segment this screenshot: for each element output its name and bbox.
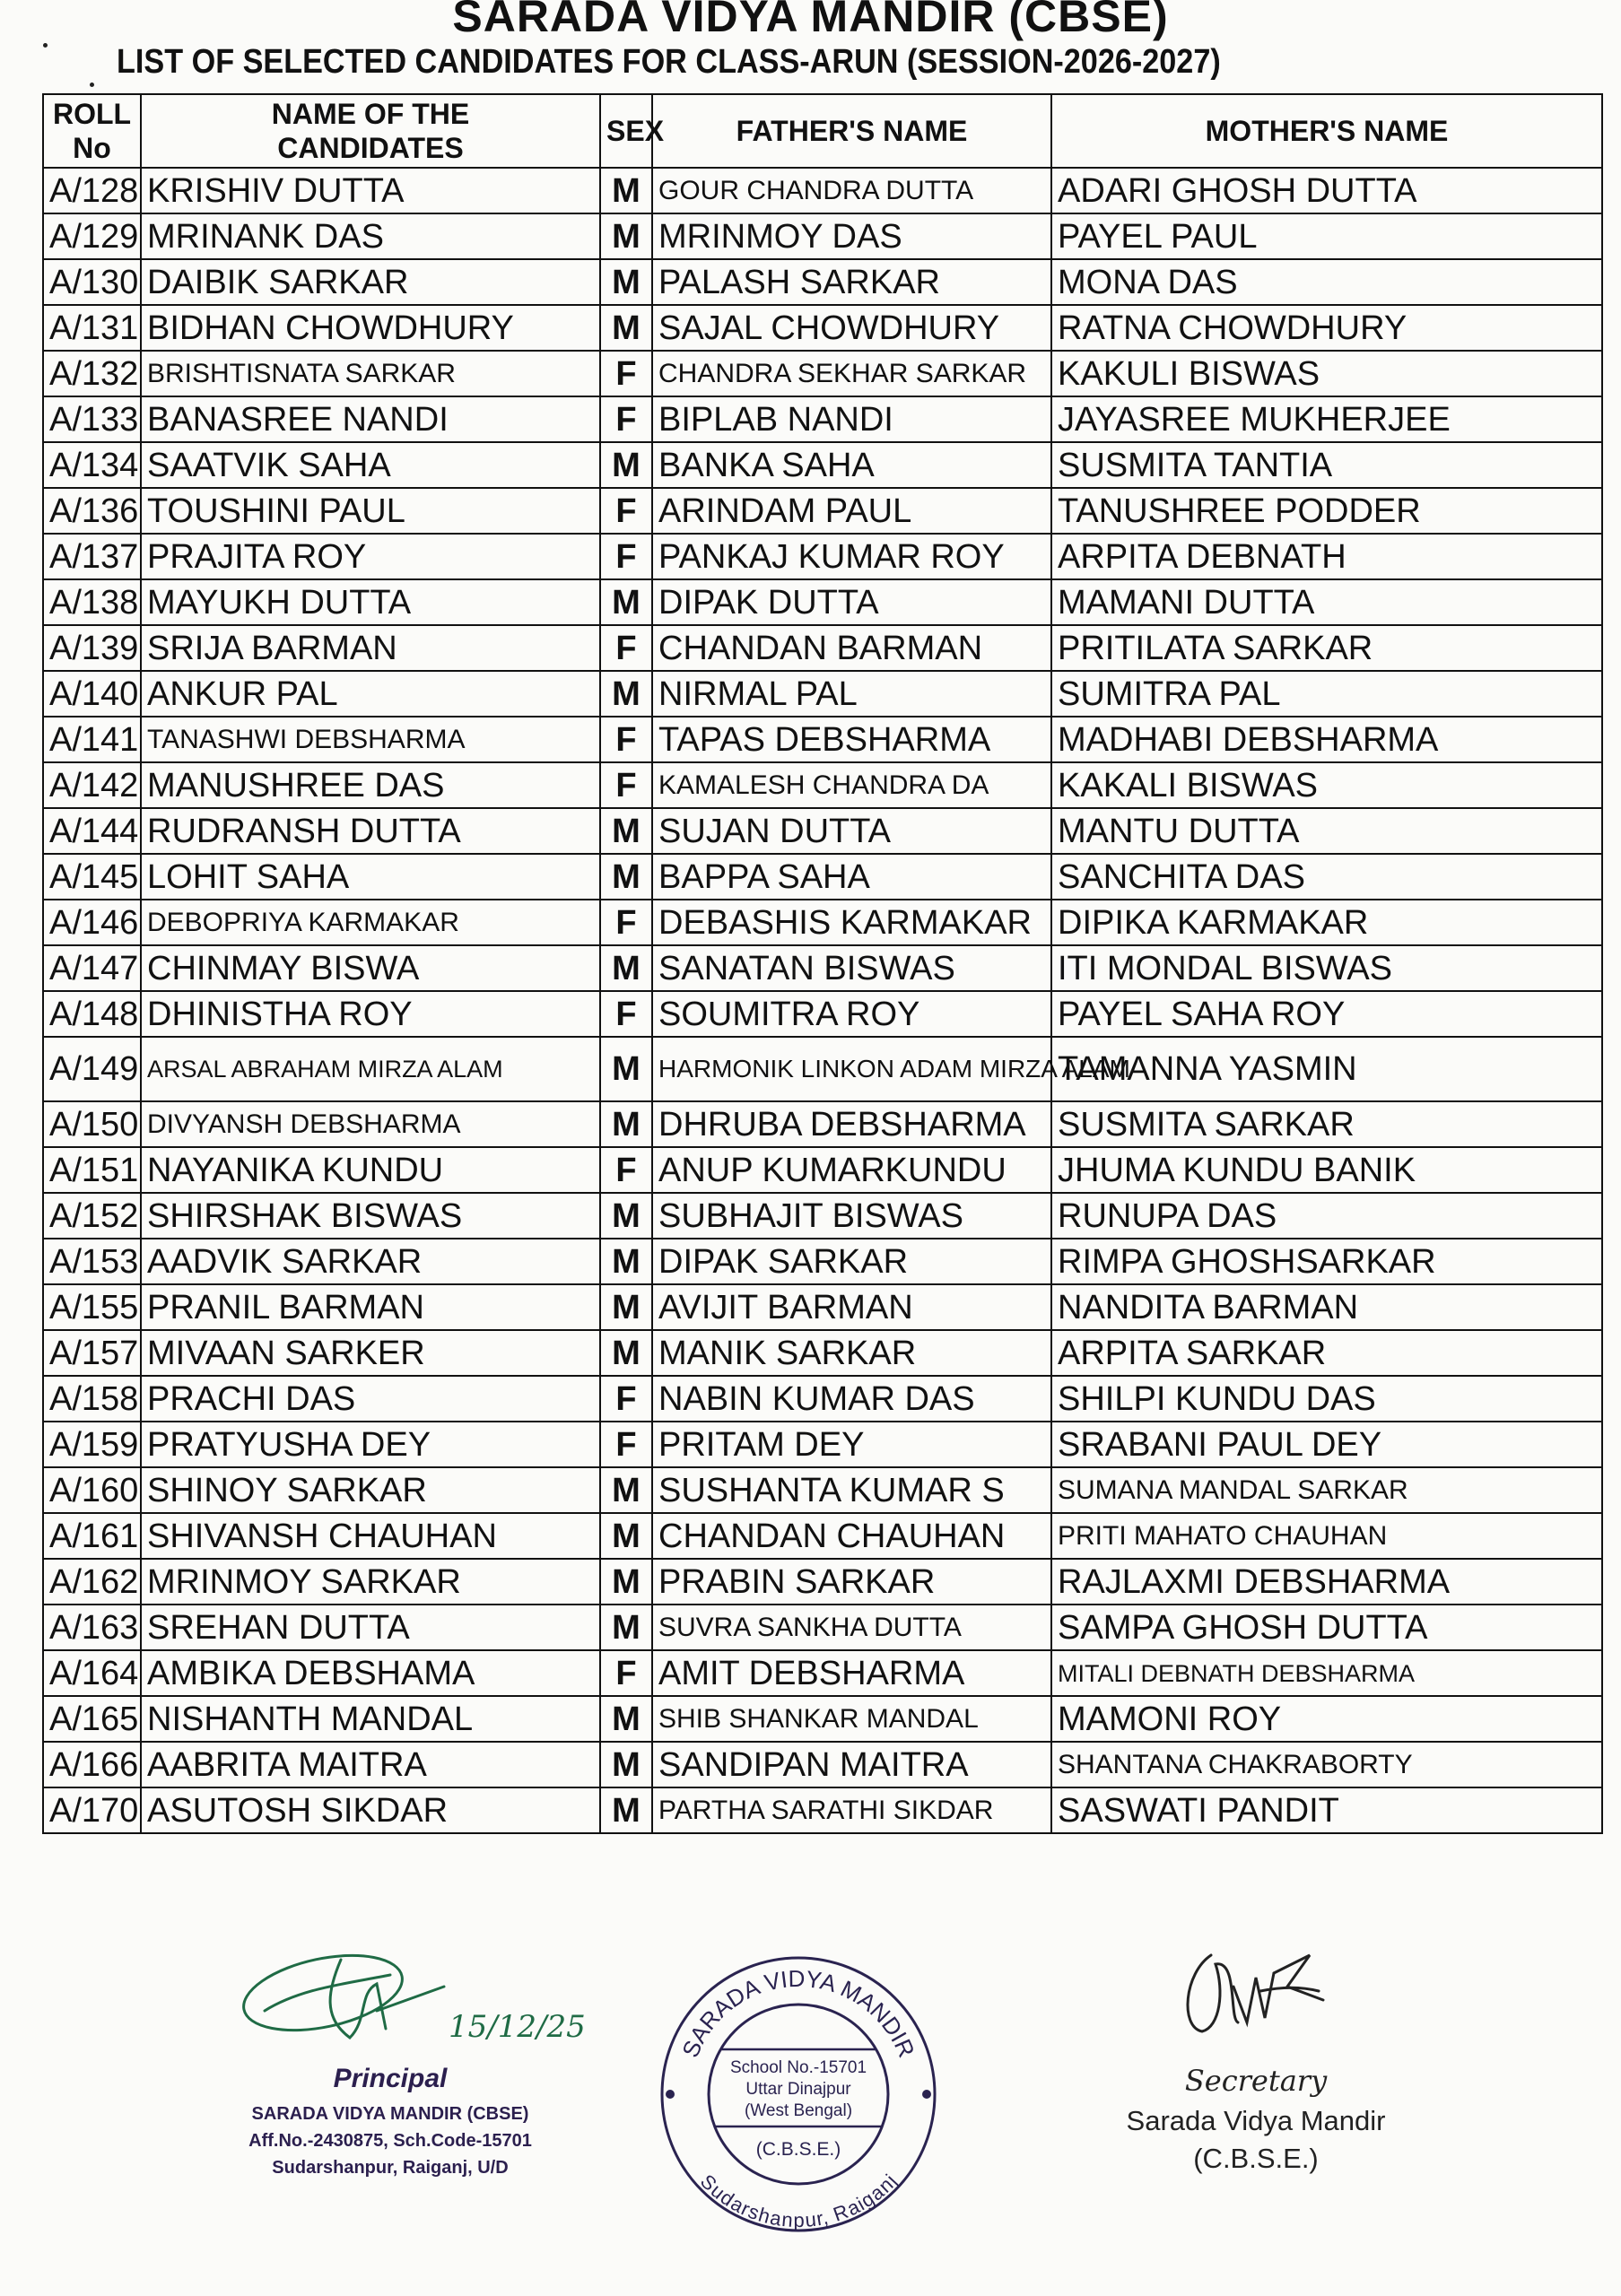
cell-candidate-name: SRIJA BARMAN [141, 625, 600, 671]
cell-mother-name: SAMPA GHOSH DUTTA [1051, 1605, 1602, 1650]
cell-roll-no: A/134 [43, 442, 141, 488]
table-row [43, 1422, 1602, 1467]
table-row [43, 442, 1602, 488]
cell-sex: M [600, 1696, 652, 1742]
cell-roll-no: A/141 [43, 717, 141, 762]
cell-father-name: SUVRA SANKHA DUTTA [652, 1605, 1051, 1650]
cell-father-name: ANUP KUMARKUNDU [652, 1147, 1051, 1193]
scan-speck [90, 83, 94, 87]
cell-father-name: KAMALESH CHANDRA DA [652, 762, 1051, 808]
cell-mother-name: MAMONI ROY [1051, 1696, 1602, 1742]
cell-father-name: DIPAK DUTTA [652, 579, 1051, 625]
cell-mother-name: MADHABI DEBSHARMA [1051, 717, 1602, 762]
principal-signature-icon [233, 1937, 449, 2054]
cell-sex: F [600, 900, 652, 945]
stamp-school-no: School No.-15701 [729, 2058, 867, 2077]
cell-mother-name: JHUMA KUNDU BANIK [1051, 1147, 1602, 1193]
cell-sex: M [600, 1605, 652, 1650]
cell-roll-no: A/162 [43, 1559, 141, 1605]
cell-sex: F [600, 534, 652, 579]
cell-sex: F [600, 351, 652, 396]
cell-roll-no: A/140 [43, 671, 141, 717]
cell-roll-no: A/166 [43, 1742, 141, 1787]
cell-mother-name: RIMPA GHOSHSARKAR [1051, 1239, 1602, 1284]
table-row [43, 1037, 1602, 1101]
cell-mother-name: JAYASREE MUKHERJEE [1051, 396, 1602, 442]
cell-mother-name: ARPITA SARKAR [1051, 1330, 1602, 1376]
cell-father-name: CHANDAN BARMAN [652, 625, 1051, 671]
school-seal-stamp [655, 1951, 942, 2238]
cell-roll-no: A/152 [43, 1193, 141, 1239]
cell-candidate-name: MRINMOY SARKAR [141, 1559, 600, 1605]
cell-candidate-name: DEBOPRIYA KARMAKAR [141, 900, 600, 945]
cell-sex: M [600, 168, 652, 213]
cell-father-name: GOUR CHANDRA DUTTA [652, 168, 1051, 213]
cell-sex: M [600, 1787, 652, 1833]
cell-father-name: TAPAS DEBSHARMA [652, 717, 1051, 762]
scan-speck [43, 43, 48, 48]
cell-mother-name: SANCHITA DAS [1051, 854, 1602, 900]
table-row [43, 488, 1602, 534]
cell-sex: F [600, 1650, 652, 1696]
cell-candidate-name: ASUTOSH SIKDAR [141, 1787, 600, 1833]
cell-mother-name: SHANTANA CHAKRABORTY [1051, 1742, 1602, 1787]
cell-mother-name: PRITILATA SARKAR [1051, 625, 1602, 671]
cell-roll-no: A/137 [43, 534, 141, 579]
table-row [43, 1696, 1602, 1742]
cell-candidate-name: BIDHAN CHOWDHURY [141, 305, 600, 351]
selected-candidates-table [42, 93, 1603, 1834]
cell-mother-name: ITI MONDAL BISWAS [1051, 945, 1602, 991]
cell-mother-name: SUMANA MANDAL SARKAR [1051, 1467, 1602, 1513]
table-row [43, 854, 1602, 900]
cell-mother-name: ADARI GHOSH DUTTA [1051, 168, 1602, 213]
cell-father-name: MRINMOY DAS [652, 213, 1051, 259]
stamp-state: (West Bengal) [744, 2101, 853, 2120]
cell-mother-name: MAMANI DUTTA [1051, 579, 1602, 625]
cell-candidate-name: SHINOY SARKAR [141, 1467, 600, 1513]
cell-sex: M [600, 259, 652, 305]
cell-candidate-name: DHINISTHA ROY [141, 991, 600, 1037]
secretary-signature-icon [1175, 1937, 1337, 2049]
table-row [43, 808, 1602, 854]
column-header-mother: MOTHER'S NAME [1051, 94, 1602, 168]
cell-candidate-name: PRAJITA ROY [141, 534, 600, 579]
signature-footer [0, 1928, 1621, 2287]
cell-father-name: AMIT DEBSHARMA [652, 1650, 1051, 1696]
principal-signature-block [179, 1937, 601, 2233]
stamp-board: (C.B.S.E.) [755, 2139, 841, 2160]
cell-candidate-name: AABRITA MAITRA [141, 1742, 600, 1787]
cell-roll-no: A/149 [43, 1037, 141, 1101]
secretary-signature-block [1068, 1937, 1444, 2233]
cell-father-name: DHRUBA DEBSHARMA [652, 1101, 1051, 1147]
column-header-father: FATHER'S NAME [652, 94, 1051, 168]
cell-sex: F [600, 488, 652, 534]
svg-text:SARADA VIDYA MANDIR [676, 1965, 920, 2061]
cell-roll-no: A/145 [43, 854, 141, 900]
table-row [43, 259, 1602, 305]
cell-candidate-name: PRANIL BARMAN [141, 1284, 600, 1330]
secretary-school-name: Sarada Vidya Mandir [1126, 2105, 1386, 2136]
table-row [43, 1467, 1602, 1513]
cell-roll-no: A/147 [43, 945, 141, 991]
header-name-line2: CANDIDATES [277, 132, 464, 164]
cell-candidate-name: MRINANK DAS [141, 213, 600, 259]
table-row [43, 762, 1602, 808]
table-row [43, 1193, 1602, 1239]
cell-father-name: HARMONIK LINKON ADAM MIRZA ALAM [652, 1037, 1051, 1101]
cell-father-name: PRITAM DEY [652, 1422, 1051, 1467]
cell-father-name: CHANDRA SEKHAR SARKAR [652, 351, 1051, 396]
cell-father-name: SANDIPAN MAITRA [652, 1742, 1051, 1787]
cell-candidate-name: AADVIK SARKAR [141, 1239, 600, 1284]
cell-mother-name: SUMITRA PAL [1051, 671, 1602, 717]
cell-mother-name: DIPIKA KARMAKAR [1051, 900, 1602, 945]
cell-mother-name: SHILPI KUNDU DAS [1051, 1376, 1602, 1422]
header-roll-line2: No [73, 132, 111, 164]
cell-father-name: CHANDAN CHAUHAN [652, 1513, 1051, 1559]
cell-roll-no: A/160 [43, 1467, 141, 1513]
cell-candidate-name: CHINMAY BISWA [141, 945, 600, 991]
column-header-roll [43, 94, 141, 168]
stamp-district: Uttar Dinajpur [745, 2080, 851, 2099]
cell-sex: F [600, 991, 652, 1037]
cell-mother-name: MANTU DUTTA [1051, 808, 1602, 854]
cell-father-name: SUJAN DUTTA [652, 808, 1051, 854]
cell-sex: M [600, 945, 652, 991]
cell-sex: M [600, 1239, 652, 1284]
cell-sex: M [600, 579, 652, 625]
cell-mother-name: MITALI DEBNATH DEBSHARMA [1051, 1650, 1602, 1696]
cell-father-name: PALASH SARKAR [652, 259, 1051, 305]
cell-candidate-name: DAIBIK SARKAR [141, 259, 600, 305]
cell-sex: M [600, 808, 652, 854]
cell-roll-no: A/130 [43, 259, 141, 305]
cell-candidate-name: SHIRSHAK BISWAS [141, 1193, 600, 1239]
cell-roll-no: A/159 [43, 1422, 141, 1467]
cell-roll-no: A/131 [43, 305, 141, 351]
cell-candidate-name: SREHAN DUTTA [141, 1605, 600, 1650]
cell-sex: F [600, 1147, 652, 1193]
principal-signature-date: 15/12/25 [449, 2009, 586, 2045]
cell-sex: M [600, 305, 652, 351]
stamp-star-icon [666, 2090, 675, 2099]
cell-roll-no: A/138 [43, 579, 141, 625]
cell-sex: M [600, 854, 652, 900]
table-row [43, 1650, 1602, 1696]
cell-roll-no: A/163 [43, 1605, 141, 1650]
cell-mother-name: NANDITA BARMAN [1051, 1284, 1602, 1330]
cell-mother-name: KAKULI BISWAS [1051, 351, 1602, 396]
cell-roll-no: A/161 [43, 1513, 141, 1559]
cell-father-name: NABIN KUMAR DAS [652, 1376, 1051, 1422]
cell-candidate-name: MAYUKH DUTTA [141, 579, 600, 625]
cell-candidate-name: NAYANIKA KUNDU [141, 1147, 600, 1193]
column-header-sex: SEX [600, 94, 652, 168]
cell-candidate-name: DIVYANSH DEBSHARMA [141, 1101, 600, 1147]
table-row [43, 900, 1602, 945]
table-row [43, 351, 1602, 396]
principal-school-name: SARADA VIDYA MANDIR (CBSE) [251, 2104, 529, 2124]
table-row [43, 1605, 1602, 1650]
cell-candidate-name: TOUSHINI PAUL [141, 488, 600, 534]
table-row [43, 1376, 1602, 1422]
school-title: SARADA VIDYA MANDIR (CBSE) [452, 0, 1169, 41]
cell-roll-no: A/146 [43, 900, 141, 945]
cell-roll-no: A/150 [43, 1101, 141, 1147]
cell-mother-name: RATNA CHOWDHURY [1051, 305, 1602, 351]
cell-father-name: AVIJIT BARMAN [652, 1284, 1051, 1330]
stamp-ring-top: SARADA VIDYA MANDIR [676, 1964, 920, 2062]
secretary-title: Secretary [1184, 2064, 1328, 2098]
cell-father-name: DEBASHIS KARMAKAR [652, 900, 1051, 945]
cell-candidate-name: NISHANTH MANDAL [141, 1696, 600, 1742]
table-row [43, 1284, 1602, 1330]
cell-mother-name: MONA DAS [1051, 259, 1602, 305]
cell-father-name: SUSHANTA KUMAR S [652, 1467, 1051, 1513]
table-row [43, 625, 1602, 671]
cell-father-name: SANATAN BISWAS [652, 945, 1051, 991]
cell-father-name: BAPPA SAHA [652, 854, 1051, 900]
cell-roll-no: A/164 [43, 1650, 141, 1696]
cell-father-name: BIPLAB NANDI [652, 396, 1051, 442]
cell-father-name: ARINDAM PAUL [652, 488, 1051, 534]
cell-candidate-name: MIVAAN SARKER [141, 1330, 600, 1376]
cell-candidate-name: ARSAL ABRAHAM MIRZA ALAM [141, 1037, 600, 1101]
table-row [43, 1559, 1602, 1605]
cell-mother-name: PRITI MAHATO CHAUHAN [1051, 1513, 1602, 1559]
cell-roll-no: A/158 [43, 1376, 141, 1422]
cell-roll-no: A/157 [43, 1330, 141, 1376]
cell-father-name: SOUMITRA ROY [652, 991, 1051, 1037]
cell-mother-name: RUNUPA DAS [1051, 1193, 1602, 1239]
table-row [43, 1101, 1602, 1147]
cell-roll-no: A/165 [43, 1696, 141, 1742]
cell-father-name: PANKAJ KUMAR ROY [652, 534, 1051, 579]
cell-roll-no: A/129 [43, 213, 141, 259]
cell-candidate-name: PRATYUSHA DEY [141, 1422, 600, 1467]
cell-roll-no: A/128 [43, 168, 141, 213]
cell-sex: M [600, 1037, 652, 1101]
table-row [43, 1239, 1602, 1284]
cell-mother-name: TAMANNA YASMIN [1051, 1037, 1602, 1101]
table-row [43, 534, 1602, 579]
table-row [43, 396, 1602, 442]
cell-candidate-name: MANUSHREE DAS [141, 762, 600, 808]
cell-roll-no: A/151 [43, 1147, 141, 1193]
cell-mother-name: SASWATI PANDIT [1051, 1787, 1602, 1833]
cell-sex: M [600, 1742, 652, 1787]
table-row [43, 991, 1602, 1037]
cell-candidate-name: AMBIKA DEBSHAMA [141, 1650, 600, 1696]
cell-roll-no: A/142 [43, 762, 141, 808]
table-row [43, 1787, 1602, 1833]
cell-sex: M [600, 442, 652, 488]
cell-sex: M [600, 1193, 652, 1239]
cell-sex: M [600, 1330, 652, 1376]
cell-roll-no: A/170 [43, 1787, 141, 1833]
header-roll-line1: ROLL [52, 98, 132, 130]
cell-roll-no: A/133 [43, 396, 141, 442]
cell-roll-no: A/139 [43, 625, 141, 671]
principal-affiliation: Aff.No.-2430875, Sch.Code-15701 [248, 2131, 532, 2151]
cell-mother-name: SUSMITA SARKAR [1051, 1101, 1602, 1147]
table-row [43, 168, 1602, 213]
cell-father-name: NIRMAL PAL [652, 671, 1051, 717]
cell-candidate-name: BANASREE NANDI [141, 396, 600, 442]
table-row [43, 305, 1602, 351]
cell-father-name: PRABIN SARKAR [652, 1559, 1051, 1605]
cell-sex: F [600, 717, 652, 762]
cell-mother-name: PAYEL PAUL [1051, 213, 1602, 259]
cell-mother-name: PAYEL SAHA ROY [1051, 991, 1602, 1037]
cell-candidate-name: BRISHTISNATA SARKAR [141, 351, 600, 396]
cell-sex: F [600, 1376, 652, 1422]
secretary-board: (C.B.S.E.) [1193, 2143, 1319, 2174]
table-row [43, 1330, 1602, 1376]
principal-address: Sudarshanpur, Raiganj, U/D [272, 2158, 509, 2178]
cell-roll-no: A/132 [43, 351, 141, 396]
cell-sex: M [600, 1559, 652, 1605]
svg-text:Sudarshanpur, Raiganj [696, 2170, 902, 2232]
cell-sex: F [600, 625, 652, 671]
cell-roll-no: A/148 [43, 991, 141, 1037]
cell-sex: M [600, 1467, 652, 1513]
cell-father-name: DIPAK SARKAR [652, 1239, 1051, 1284]
table-row [43, 579, 1602, 625]
cell-sex: M [600, 213, 652, 259]
cell-father-name: SHIB SHANKAR MANDAL [652, 1696, 1051, 1742]
column-header-name [141, 94, 600, 168]
cell-roll-no: A/144 [43, 808, 141, 854]
cell-roll-no: A/153 [43, 1239, 141, 1284]
principal-title: Principal [333, 2064, 448, 2093]
cell-sex: F [600, 762, 652, 808]
header-name-line1: NAME OF THE [271, 98, 470, 130]
cell-sex: M [600, 1284, 652, 1330]
table-row [43, 945, 1602, 991]
cell-father-name: BANKA SAHA [652, 442, 1051, 488]
stamp-ring-bottom: Sudarshanpur, Raiganj [695, 2170, 902, 2232]
cell-mother-name: SUSMITA TANTIA [1051, 442, 1602, 488]
cell-father-name: MANIK SARKAR [652, 1330, 1051, 1376]
cell-candidate-name: PRACHI DAS [141, 1376, 600, 1422]
cell-candidate-name: KRISHIV DUTTA [141, 168, 600, 213]
cell-mother-name: ARPITA DEBNATH [1051, 534, 1602, 579]
cell-roll-no: A/155 [43, 1284, 141, 1330]
table-row [43, 717, 1602, 762]
cell-roll-no: A/136 [43, 488, 141, 534]
cell-sex: M [600, 1513, 652, 1559]
table-row [43, 671, 1602, 717]
cell-father-name: SAJAL CHOWDHURY [652, 305, 1051, 351]
table-row [43, 213, 1602, 259]
table-row [43, 1513, 1602, 1559]
cell-father-name: SUBHAJIT BISWAS [652, 1193, 1051, 1239]
cell-candidate-name: TANASHWI DEBSHARMA [141, 717, 600, 762]
cell-sex: M [600, 671, 652, 717]
cell-mother-name: KAKALI BISWAS [1051, 762, 1602, 808]
cell-sex: F [600, 396, 652, 442]
cell-mother-name: TANUSHREE PODDER [1051, 488, 1602, 534]
cell-father-name: PARTHA SARATHI SIKDAR [652, 1787, 1051, 1833]
cell-mother-name: RAJLAXMI DEBSHARMA [1051, 1559, 1602, 1605]
cell-candidate-name: RUDRANSH DUTTA [141, 808, 600, 854]
cell-candidate-name: SAATVIK SAHA [141, 442, 600, 488]
table-header-row [43, 94, 1602, 168]
cell-candidate-name: LOHIT SAHA [141, 854, 600, 900]
table-row [43, 1742, 1602, 1787]
stamp-star-icon [922, 2090, 931, 2099]
cell-candidate-name: ANKUR PAL [141, 671, 600, 717]
list-title: LIST OF SELECTED CANDIDATES FOR CLASS-ARUN (SESSION-2026-2027) [117, 43, 1221, 81]
cell-sex: M [600, 1101, 652, 1147]
cell-sex: F [600, 1422, 652, 1467]
cell-mother-name: SRABANI PAUL DEY [1051, 1422, 1602, 1467]
cell-candidate-name: SHIVANSH CHAUHAN [141, 1513, 600, 1559]
table-row [43, 1147, 1602, 1193]
